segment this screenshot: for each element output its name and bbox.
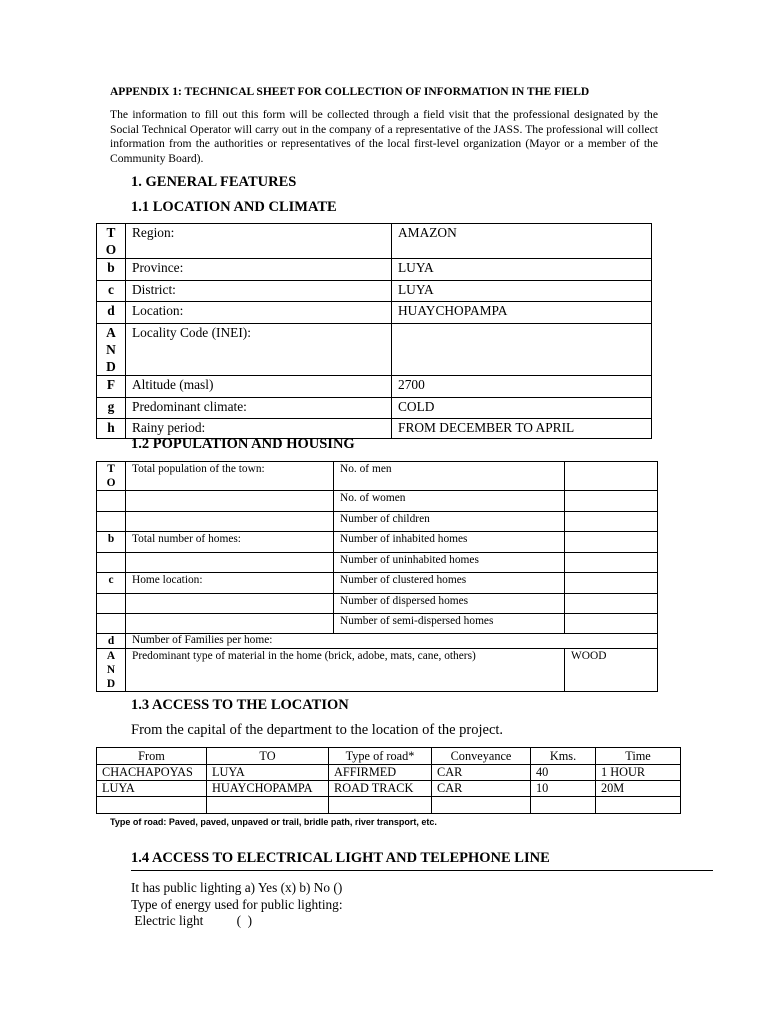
row-value bbox=[565, 553, 658, 573]
column-header: Type of road* bbox=[329, 748, 432, 765]
table-row bbox=[97, 634, 658, 649]
section-divider bbox=[131, 870, 713, 871]
table-cell bbox=[329, 797, 432, 814]
row-value: WOOD bbox=[565, 649, 658, 692]
row-value: FROM DECEMBER TO APRIL bbox=[392, 419, 652, 439]
table-row bbox=[97, 553, 658, 573]
row-value bbox=[565, 532, 658, 553]
location-climate-table bbox=[96, 223, 652, 439]
row-label: Province: bbox=[126, 259, 392, 281]
section-heading-population-housing: 1.2 POPULATION AND HOUSING bbox=[131, 436, 355, 452]
electric-light-line: Electric light ( ) bbox=[131, 913, 253, 928]
row-label: Total population of the town: bbox=[126, 462, 334, 491]
table-cell: 10 bbox=[531, 781, 596, 797]
row-value: LUYA bbox=[392, 259, 652, 281]
row-value: COLD bbox=[392, 398, 652, 419]
row-label: District: bbox=[126, 281, 392, 302]
row-label: Locality Code (INEI): bbox=[126, 324, 392, 376]
row-label: Location: bbox=[126, 302, 392, 324]
table-row bbox=[97, 649, 658, 692]
table-cell: ROAD TRACK bbox=[329, 781, 432, 797]
row-label: Predominant climate: bbox=[126, 398, 392, 419]
row-key: F bbox=[97, 376, 126, 398]
row-label: Region: bbox=[126, 224, 392, 259]
row-label: Rainy period: bbox=[126, 419, 392, 439]
row-key: d bbox=[97, 302, 126, 324]
row-label: Predominant type of material in the home (brick, adobe, mats, cane, others) bbox=[126, 649, 565, 692]
table-row bbox=[97, 281, 652, 302]
public-lighting-line: It has public lighting a) Yes (x) b) No () bbox=[131, 880, 343, 895]
table-header-row bbox=[97, 748, 681, 765]
row-sublabel: Number of semi-dispersed homes bbox=[334, 614, 565, 634]
table-row bbox=[97, 302, 652, 324]
row-key: T O bbox=[97, 462, 126, 491]
table-cell: AFFIRMED bbox=[329, 765, 432, 781]
table-row bbox=[97, 376, 652, 398]
population-housing-table bbox=[96, 461, 658, 692]
row-value: LUYA bbox=[392, 281, 652, 302]
column-header: TO bbox=[207, 748, 329, 765]
section-heading-general-features: 1. GENERAL FEATURES bbox=[131, 174, 297, 190]
column-header: Conveyance bbox=[432, 748, 531, 765]
table-cell: HUAYCHOPAMPA bbox=[207, 781, 329, 797]
table-row bbox=[97, 573, 658, 594]
row-key: A N D bbox=[97, 649, 126, 692]
section-heading-location-climate: 1.1 LOCATION AND CLIMATE bbox=[131, 199, 337, 215]
table-row bbox=[97, 765, 681, 781]
row-sublabel: Number of uninhabited homes bbox=[334, 553, 565, 573]
table-row bbox=[97, 259, 652, 281]
row-key: c bbox=[97, 281, 126, 302]
row-key: c bbox=[97, 573, 126, 594]
section-heading-electrical-light: 1.4 ACCESS TO ELECTRICAL LIGHT AND TELEPHONE LINE bbox=[131, 850, 550, 866]
row-value: AMAZON bbox=[392, 224, 652, 259]
access-table bbox=[96, 747, 681, 814]
row-sublabel: No. of men bbox=[334, 462, 565, 491]
row-key: d bbox=[97, 634, 126, 649]
row-key: b bbox=[97, 532, 126, 553]
table-cell: 20M bbox=[596, 781, 681, 797]
row-sublabel: No. of women bbox=[334, 491, 565, 512]
row-label: Altitude (masl) bbox=[126, 376, 392, 398]
table-cell: 40 bbox=[531, 765, 596, 781]
row-sublabel: Number of inhabited homes bbox=[334, 532, 565, 553]
row-key: h bbox=[97, 419, 126, 439]
row-value bbox=[565, 512, 658, 532]
energy-type-line: Type of energy used for public lighting: bbox=[131, 897, 343, 912]
row-key: T O bbox=[97, 224, 126, 259]
row-sublabel: Number of clustered homes bbox=[334, 573, 565, 594]
column-header: From bbox=[97, 748, 207, 765]
row-label: Total number of homes: bbox=[126, 532, 334, 553]
table-cell: CAR bbox=[432, 781, 531, 797]
column-header: Time bbox=[596, 748, 681, 765]
table-row bbox=[97, 781, 681, 797]
row-label: Home location: bbox=[126, 573, 334, 594]
table-cell: CHACHAPOYAS bbox=[97, 765, 207, 781]
table-cell bbox=[207, 797, 329, 814]
column-header: Kms. bbox=[531, 748, 596, 765]
access-subtitle: From the capital of the department to the location of the project. bbox=[131, 722, 504, 738]
table-row bbox=[97, 324, 652, 376]
row-value: HUAYCHOPAMPA bbox=[392, 302, 652, 324]
row-sublabel: Number of dispersed homes bbox=[334, 594, 565, 614]
row-label: Number of Families per home: bbox=[126, 634, 658, 649]
table-row bbox=[97, 594, 658, 614]
table-cell bbox=[531, 797, 596, 814]
road-type-note: Type of road: Paved, paved, unpaved or trail, bridle path, river transport, etc. bbox=[110, 817, 437, 827]
row-value bbox=[565, 491, 658, 512]
row-value bbox=[565, 614, 658, 634]
row-value bbox=[565, 573, 658, 594]
table-cell: LUYA bbox=[207, 765, 329, 781]
table-row bbox=[97, 398, 652, 419]
table-cell: CAR bbox=[432, 765, 531, 781]
table-row bbox=[97, 614, 658, 634]
row-key: b bbox=[97, 259, 126, 281]
row-value bbox=[392, 324, 652, 376]
intro-paragraph: The information to fill out this form will be collected through a field visit that the professional designated by the Social Technical Operator will carry out in the company of a representative of the JASS. The professional will collect information from the authorities or representatives of the local first-level organization (Mayor or a member of the Community Board). bbox=[110, 108, 658, 165]
table-cell bbox=[596, 797, 681, 814]
table-cell: 1 HOUR bbox=[596, 765, 681, 781]
table-row bbox=[97, 462, 658, 491]
table-cell bbox=[97, 797, 207, 814]
section-heading-access-location: 1.3 ACCESS TO THE LOCATION bbox=[131, 697, 349, 713]
table-row bbox=[97, 224, 652, 259]
row-key: A N D bbox=[97, 324, 126, 376]
table-row bbox=[97, 797, 681, 814]
document-title: APPENDIX 1: TECHNICAL SHEET FOR COLLECTION OF INFORMATION IN THE FIELD bbox=[110, 86, 590, 98]
row-value bbox=[565, 594, 658, 614]
row-value: 2700 bbox=[392, 376, 652, 398]
table-row bbox=[97, 512, 658, 532]
row-value bbox=[565, 462, 658, 491]
row-key: g bbox=[97, 398, 126, 419]
table-row bbox=[97, 532, 658, 553]
table-row bbox=[97, 491, 658, 512]
row-sublabel: Number of children bbox=[334, 512, 565, 532]
table-cell: LUYA bbox=[97, 781, 207, 797]
table-cell bbox=[432, 797, 531, 814]
